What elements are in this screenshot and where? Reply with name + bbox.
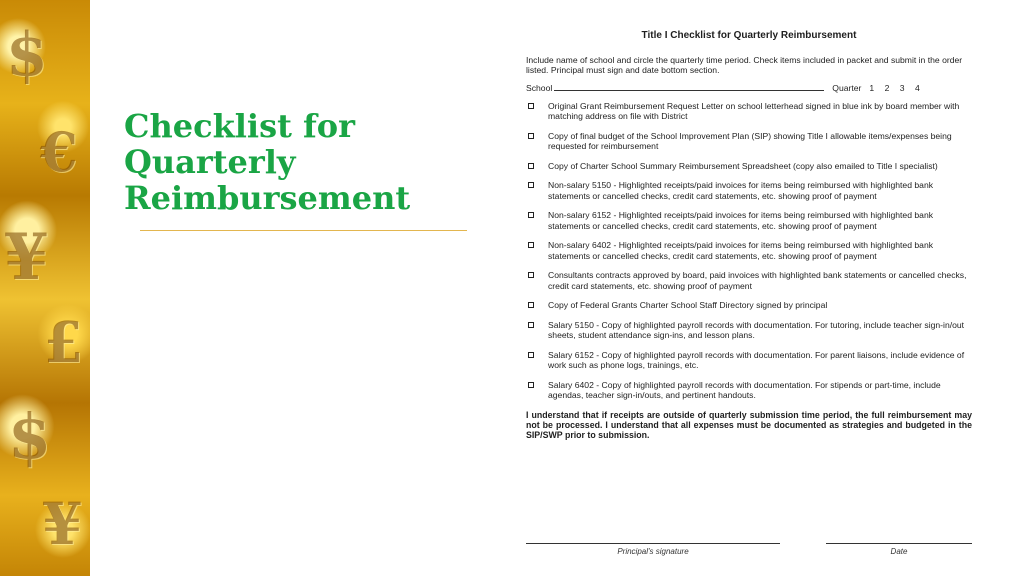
quarter-options (861, 83, 919, 93)
decorative-currency-strip (0, 0, 90, 576)
checklist-items (526, 101, 972, 401)
checkbox-icon (528, 103, 534, 109)
checkbox-icon (528, 382, 534, 388)
checkbox-icon (528, 272, 534, 278)
signature-section (526, 543, 972, 563)
acknowledgement-statement: I understand that if receipts are outside of quarterly submission time period, the full reimbursement may not be processed. I understand that all expenses must be documented as strategies and budgeted in the SIP/SWP prior to submission. (526, 410, 972, 441)
checklist-item: Copy of Charter School Summary Reimbursement Spreadsheet (copy also emailed to Title I specialist) (526, 161, 972, 171)
checklist-item: Consultants contracts approved by board, paid invoices with highlighted bank statements or cancelled checks, credit card statements, etc. showing proof of payment (526, 270, 972, 290)
checkbox-icon (528, 133, 534, 139)
yen-sign-icon: ¥ (4, 220, 49, 295)
checkbox-icon (528, 212, 534, 218)
slide-title (124, 108, 444, 216)
quarter-option: 1 (869, 83, 875, 94)
checklist-item: Copy of Federal Grants Charter School Staff Directory signed by principal (526, 300, 972, 310)
slide-title-line: Checklist for (124, 107, 355, 145)
dollar-sign-icon: $ (6, 20, 48, 90)
signature-line (526, 543, 780, 544)
document-title: Title I Checklist for Quarterly Reimbursement (641, 30, 857, 41)
checklist-item: Non-salary 6152 - Highlighted receipts/paid invoices for items being reimbursed with highlighted bank statements or cancelled checks, credit card statements, etc. showing proof of payment (526, 210, 972, 230)
checklist-item: Original Grant Reimbursement Request Letter on school letterhead signed in blue ink by board member with matching address on file with District (526, 101, 972, 121)
quarter-label: Quarter (832, 83, 862, 94)
checklist-item: Salary 5150 - Copy of highlighted payroll records with documentation. For tutoring, include teacher sign-in/out sheets, student attendance sign-ins, and lesson plans. (526, 320, 972, 340)
checkbox-icon (528, 163, 534, 169)
checklist-item: Non-salary 6402 - Highlighted receipts/paid invoices for items being reimbursed with highlighted bank statements or cancelled checks, credit card statements, etc. showing proof of payment (526, 240, 972, 260)
checklist-item: Salary 6402 - Copy of highlighted payroll records with documentation. For stipends or part-time, include agendas, teacher sign-in/outs, and pertinent handouts. (526, 380, 972, 400)
checklist-item: Copy of final budget of the School Improvement Plan (SIP) showing Title I allowable items/expenses being requested for reimbursement (526, 131, 972, 151)
title-divider (140, 230, 467, 231)
school-label: School (526, 83, 553, 94)
date-label: Date (890, 547, 908, 556)
date-line (826, 543, 972, 544)
checkbox-icon (528, 302, 534, 308)
school-quarter-row (526, 83, 972, 93)
dollar-sign-icon: $ (8, 400, 52, 473)
quarter-option: 3 (899, 83, 905, 94)
checkbox-icon (528, 182, 534, 188)
euro-sign-icon: € (40, 120, 78, 184)
signature-label: Principal's signature (617, 547, 689, 556)
checklist-item: Non-salary 5150 - Highlighted receipts/paid invoices for items being reimbursed with highlighted bank statements or cancelled checks, credit card statements, etc. showing proof of payment (526, 180, 972, 200)
checkbox-icon (528, 352, 534, 358)
document-instructions: Include name of school and circle the quarterly time period. Check items included in packet and submit in the order listed. Principal must sign and date bottom section. (526, 55, 963, 76)
quarter-option: 2 (884, 83, 890, 94)
slide-title-line: Quarterly (124, 143, 296, 181)
checkbox-icon (528, 242, 534, 248)
slide-title-line: Reimbursement (124, 179, 411, 217)
quarter-option: 4 (914, 83, 920, 94)
pound-sign-icon: £ (44, 310, 83, 376)
yen-sign-icon: ¥ (42, 490, 83, 558)
checkbox-icon (528, 322, 534, 328)
school-name-blank (554, 83, 824, 91)
checklist-item: Salary 6152 - Copy of highlighted payroll records with documentation. For parent liaisons, include evidence of work such as phone logs, trainings, etc. (526, 350, 972, 370)
checklist-document (526, 30, 972, 560)
